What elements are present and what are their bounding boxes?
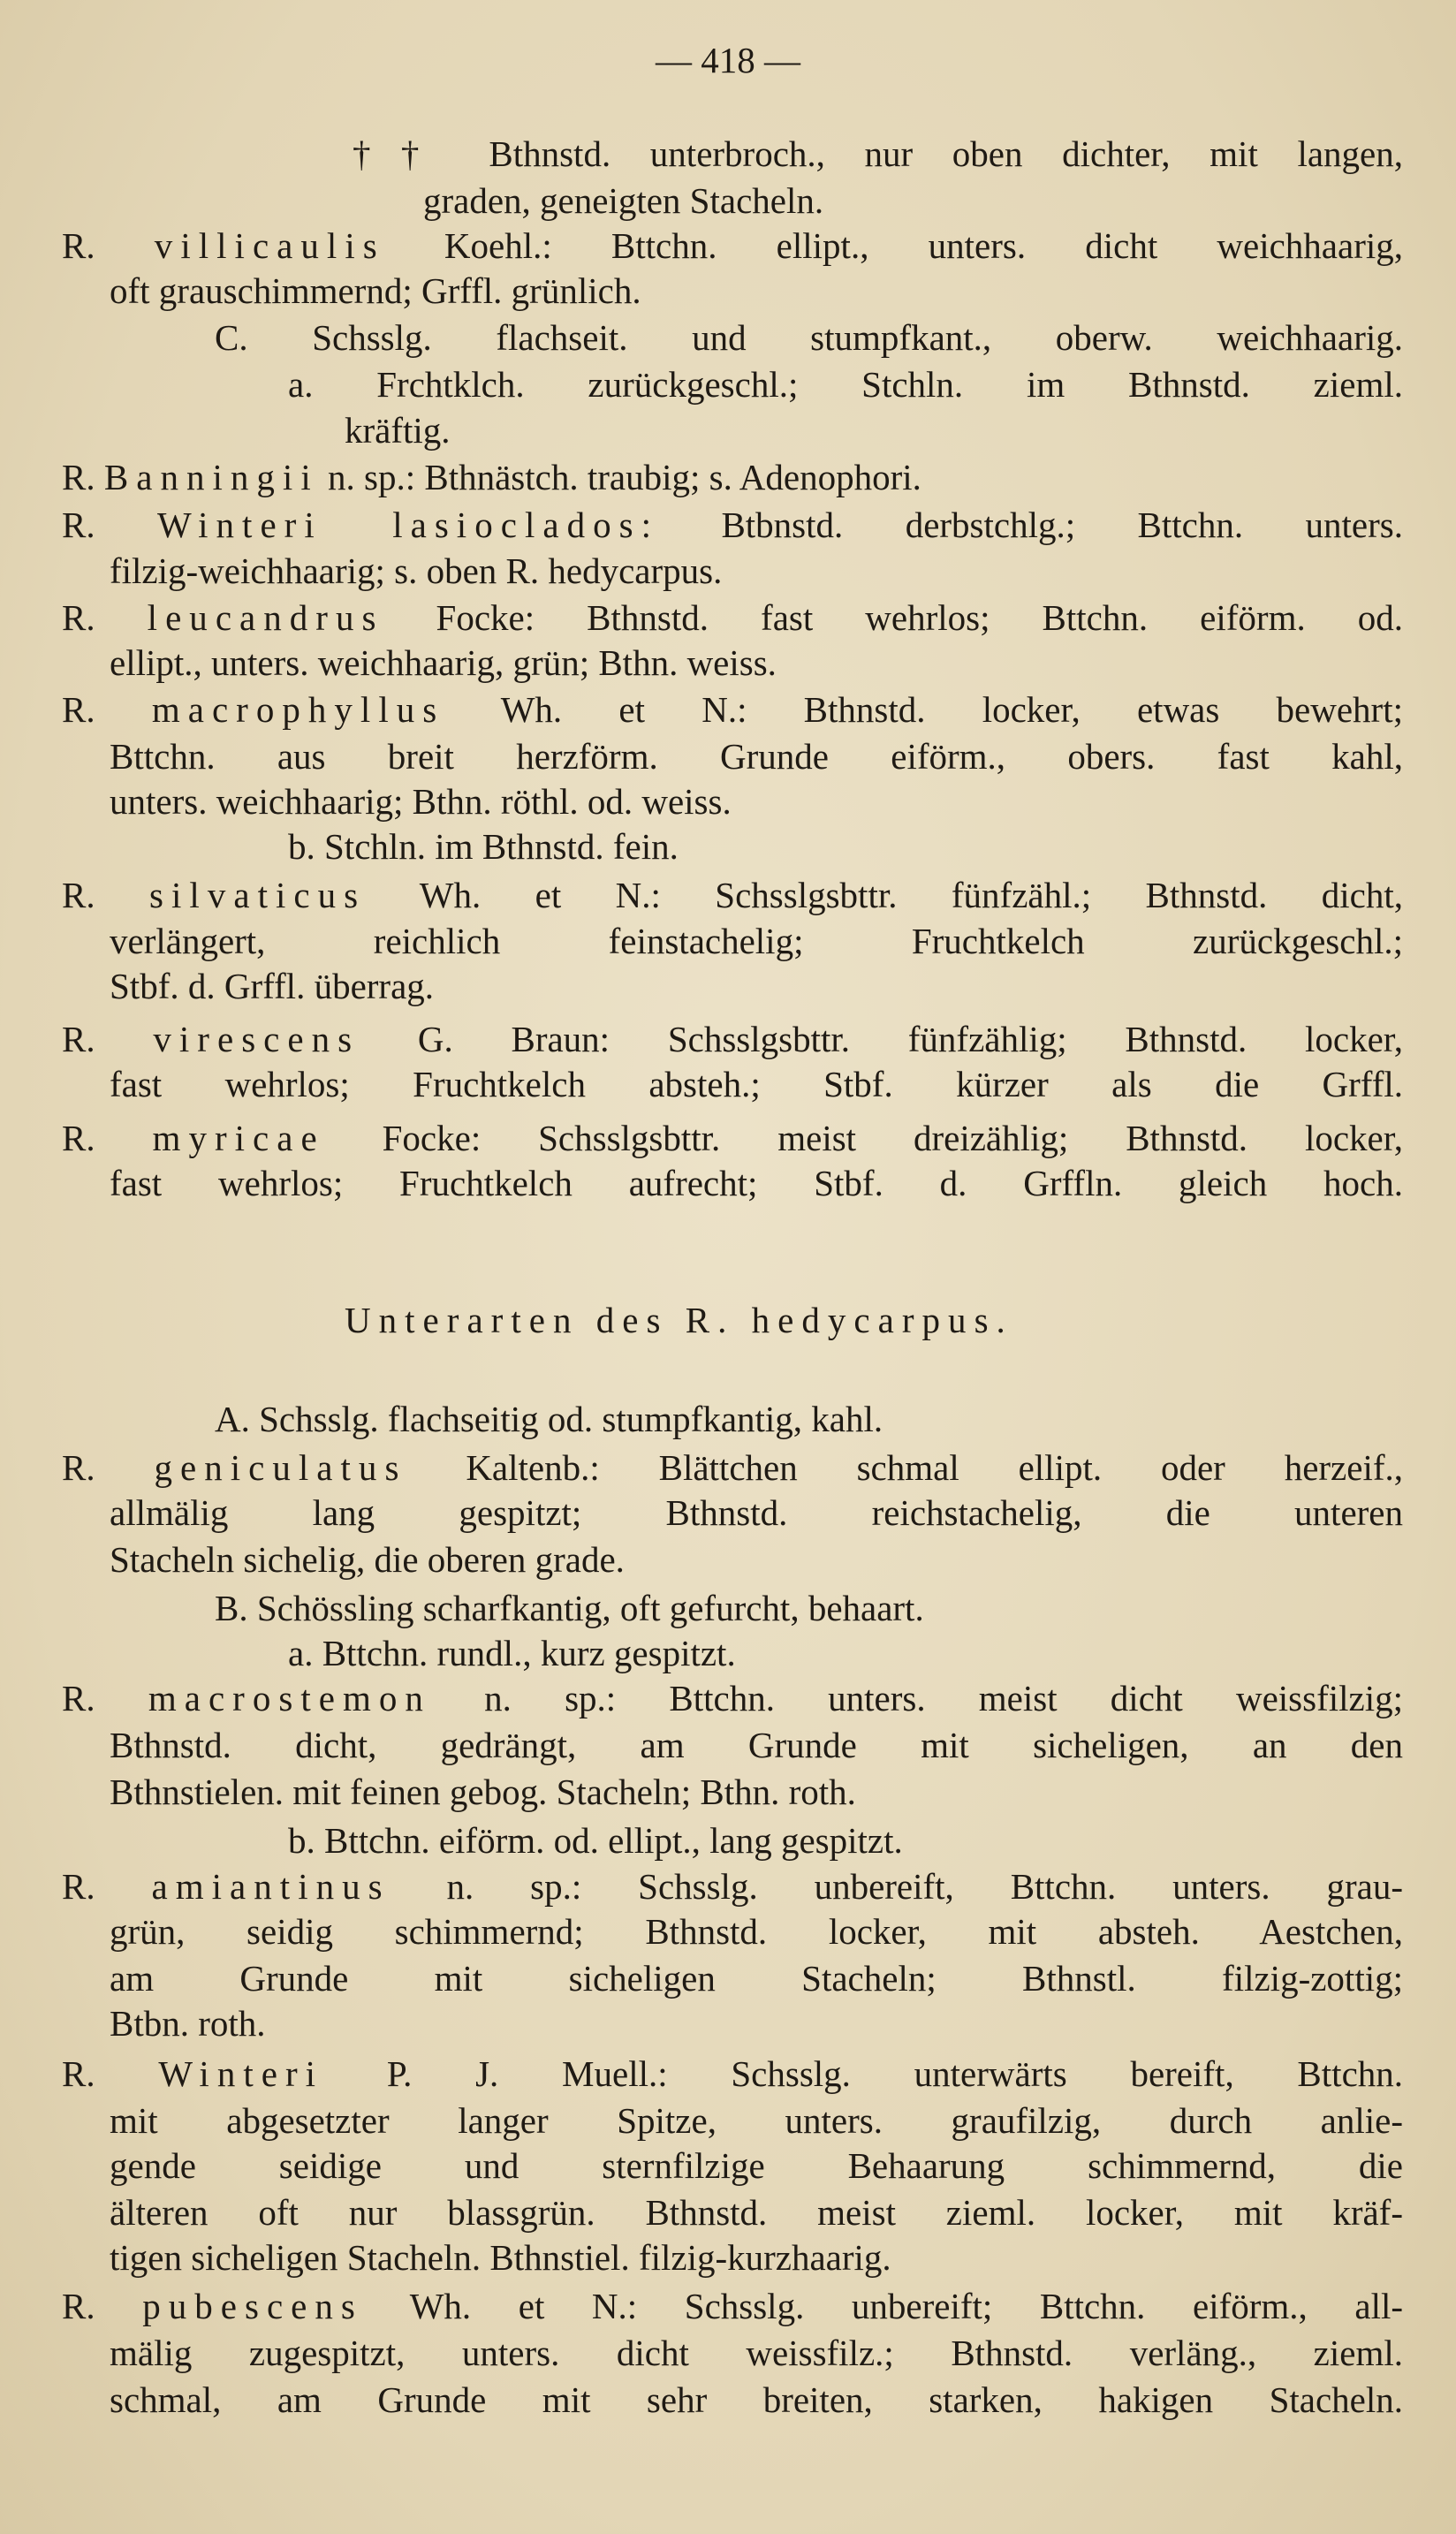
species-entry bbox=[62, 595, 1403, 641]
section-heading: Unterarten des R. hedycarpus. bbox=[345, 1300, 1013, 1340]
species-name: geniculatus bbox=[154, 1447, 407, 1488]
genus-abbrev: R. bbox=[62, 1118, 95, 1158]
genus-abbrev: R. bbox=[62, 1678, 95, 1718]
text-line: oft grauschimmernd; Grffl. grünlich. bbox=[110, 270, 641, 311]
text-line: kräftig. bbox=[345, 410, 451, 451]
text-line: verlängert, reichlich feinstachelig; Fruchtkelch zurückgeschl.; bbox=[110, 921, 1403, 961]
text-line: allmälig lang gespitzt; Bthnstd. reichstachelig, die unteren bbox=[110, 1492, 1403, 1533]
genus-abbrev: R. bbox=[62, 505, 95, 545]
species-entry bbox=[62, 1016, 1403, 1062]
species-name: amiantinus bbox=[151, 1866, 391, 1907]
species-description: P. J. Muell.: Schsslg. unterwärts bereift, Bttchn. bbox=[386, 2053, 1404, 2094]
species-description: Focke: Schsslgsbttr. meist dreizählig; Bthnstd. locker, bbox=[382, 1118, 1404, 1158]
text-line: A. Schsslg. flachseitig od. stumpfkantig, kahl. bbox=[215, 1399, 883, 1439]
text-line: fast wehrlos; Fruchtkelch aufrecht; Stbf. d. Grffln. gleich hoch. bbox=[110, 1163, 1403, 1203]
species-entry bbox=[62, 872, 1403, 918]
text-line: filzig-weichhaarig; s. oben R. hedycarpus. bbox=[110, 550, 723, 591]
text-line: grün, seidig schimmernd; Bthnstd. locker, mit absteh. Aestchen, bbox=[110, 1911, 1403, 1952]
genus-abbrev: R. bbox=[62, 457, 95, 497]
text-line: älteren oft nur blassgrün. Bthnstd. meist zieml. locker, mit kräf- bbox=[110, 2192, 1403, 2233]
text-line: a. Frchtklch. zurückgeschl.; Stchln. im Bthnstd. zieml. bbox=[288, 364, 1403, 405]
species-description: Wh. et N.: Schsslg. unbereift; Bttchn. eiförm., all- bbox=[409, 2286, 1404, 2326]
species-description: Btbnstd. derbstchlg.; Bttchn. unters. bbox=[721, 505, 1403, 545]
species-entry bbox=[62, 687, 1403, 732]
species-description: Wh. et N.: Bthnstd. locker, etwas bewehrt; bbox=[500, 689, 1403, 730]
species-description: n. sp.: Schsslg. unbereift, Bttchn. unters. grau- bbox=[446, 1866, 1403, 1907]
species-entry bbox=[62, 2051, 1403, 2097]
species-name: Winteri lasioclados: bbox=[157, 505, 660, 545]
genus-abbrev: R. bbox=[62, 689, 95, 730]
text-line: Bthnstd. dicht, gedrängt, am Grunde mit sicheligen, an den bbox=[110, 1725, 1403, 1765]
genus-abbrev: R. bbox=[62, 597, 95, 638]
species-entry bbox=[62, 502, 1403, 548]
species-name: villicaulis bbox=[154, 225, 385, 266]
species-name: Banningii bbox=[103, 457, 319, 497]
genus-abbrev: R. bbox=[62, 225, 95, 266]
text-line: am Grunde mit sicheligen Stacheln; Bthnstl. filzig-zottig; bbox=[110, 1958, 1403, 1999]
genus-abbrev: R. bbox=[62, 2286, 95, 2326]
species-name: macrophyllus bbox=[151, 689, 445, 730]
text-line: fast wehrlos; Fruchtkelch absteh.; Stbf. kürzer als die Grffl. bbox=[110, 1064, 1403, 1104]
text-line: mit abgesetzter langer Spitze, unters. graufilzig, durch anlie- bbox=[110, 2100, 1403, 2141]
genus-abbrev: R. bbox=[62, 875, 95, 915]
text-line: Stacheln sichelig, die oberen grade. bbox=[110, 1539, 625, 1580]
text-line: b. Bttchn. eiförm. od. ellipt., lang gespitzt. bbox=[288, 1820, 903, 1861]
text-line: Bttchn. aus breit herzförm. Grunde eiförm., obers. fast kahl, bbox=[110, 736, 1403, 777]
species-name: pubescens bbox=[142, 2286, 363, 2326]
species-name: virescens bbox=[153, 1019, 360, 1059]
species-description: n. sp.: Bthnästch. traubig; s. Adenophori. bbox=[328, 457, 921, 497]
text-line: B. Schössling scharfkantig, oft gefurcht, behaart. bbox=[215, 1588, 924, 1628]
text-line: Bthnstielen. mit feinen gebog. Stacheln; Bthn. roth. bbox=[110, 1772, 856, 1812]
species-description: Wh. et N.: Schsslgsbttr. fünfzähl.; Bthnstd. dicht, bbox=[419, 875, 1403, 915]
species-entry bbox=[62, 1675, 1403, 1721]
species-entry bbox=[62, 223, 1403, 269]
page-number: — 418 — bbox=[656, 40, 800, 80]
species-description: Kaltenb.: Blättchen schmal ellipt. oder herzeif., bbox=[466, 1447, 1403, 1488]
text-line: ellipt., unters. weichhaarig, grün; Bthn. weiss. bbox=[110, 642, 777, 683]
genus-abbrev: R. bbox=[62, 1447, 95, 1488]
species-entry bbox=[62, 1863, 1403, 1909]
species-name: Winteri bbox=[158, 2053, 324, 2094]
text-line: tigen sicheligen Stacheln. Bthnstiel. filzig-kurzhaarig. bbox=[110, 2237, 891, 2278]
species-description: G. Braun: Schsslgsbttr. fünfzählig; Bthnstd. locker, bbox=[417, 1019, 1404, 1059]
text-line: Stbf. d. Grffl. überrag. bbox=[110, 966, 435, 1006]
text-line: a. Bttchn. rundl., kurz gespitzt. bbox=[288, 1633, 736, 1673]
species-name: myricae bbox=[152, 1118, 325, 1158]
text-line: †† Bthnstd. unterbroch., nur oben dichter, mit langen, bbox=[353, 133, 1403, 174]
genus-abbrev: R. bbox=[62, 2053, 95, 2094]
text-line: unters. weichhaarig; Bthn. röthl. od. weiss. bbox=[110, 781, 732, 822]
genus-abbrev: R. bbox=[62, 1019, 95, 1059]
species-description: Focke: Bthnstd. fast wehrlos; Bttchn. eiförm. od. bbox=[436, 597, 1404, 638]
species-entry bbox=[62, 1115, 1403, 1161]
species-entry bbox=[62, 2283, 1403, 2329]
text-line: C. Schsslg. flachseit. und stumpfkant., oberw. weichhaarig. bbox=[215, 317, 1403, 358]
text-line: graden, geneigten Stacheln. bbox=[423, 180, 824, 221]
genus-abbrev: R. bbox=[62, 1866, 95, 1907]
text-line: schmal, am Grunde mit sehr breiten, starken, hakigen Stacheln. bbox=[110, 2379, 1403, 2420]
species-entry bbox=[62, 454, 921, 500]
text-line: b. Stchln. im Bthnstd. fein. bbox=[288, 826, 679, 867]
text-line: gende seidige und sternfilzige Behaarung schimmernd, die bbox=[110, 2145, 1403, 2186]
species-description: n. sp.: Bttchn. unters. meist dicht weissfilzig; bbox=[484, 1678, 1404, 1718]
text-line: Btbn. roth. bbox=[110, 2003, 266, 2044]
species-name: silvaticus bbox=[149, 875, 367, 915]
species-entry bbox=[62, 1445, 1403, 1491]
species-description: Koehl.: Bttchn. ellipt., unters. dicht weichhaarig, bbox=[444, 225, 1404, 266]
text-line: mälig zugespitzt, unters. dicht weissfilz.; Bthnstd. verläng., zieml. bbox=[110, 2333, 1403, 2373]
species-name: leucandrus bbox=[147, 597, 384, 638]
species-name: macrostemon bbox=[148, 1678, 431, 1718]
